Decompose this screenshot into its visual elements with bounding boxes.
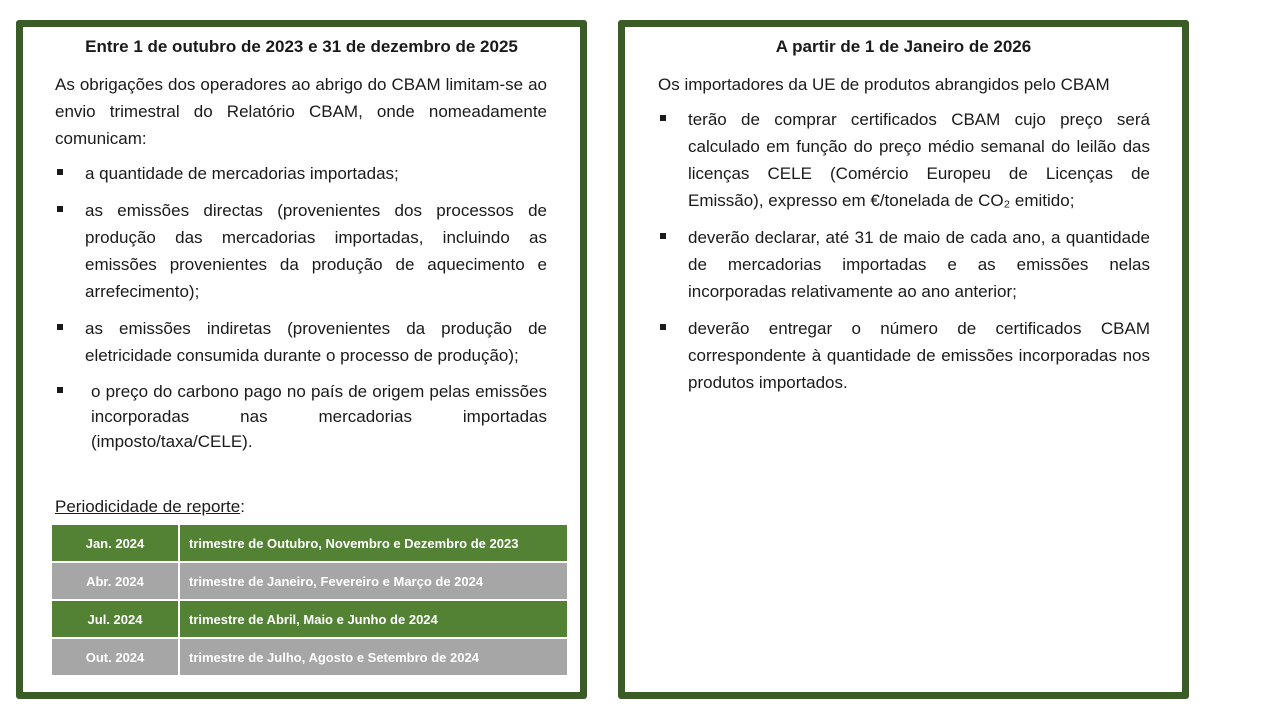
schedule-period: trimestre de Julho, Agosto e Setembro de 2024 [179,638,568,676]
right-panel [618,20,1189,699]
square-bullet-icon [57,324,63,330]
left-intro: As obrigações dos operadores ao abrigo do CBAM limitam-se ao envio trimestral do Relatório CBAM, onde nomeadamente comunicam: [55,75,547,148]
right-intro: Os importadores da UE de produtos abrangidos pelo CBAM [658,75,1110,94]
list-item [55,379,547,454]
square-bullet-icon [57,169,63,175]
schedule-date: Out. 2024 [51,638,179,676]
list-item [55,315,547,369]
square-bullet-icon [57,387,63,393]
schedule-period: trimestre de Outubro, Novembro e Dezembro de 2023 [179,524,568,562]
table-row [51,562,568,600]
list-item [658,315,1150,396]
table-row [51,524,568,562]
periodicity-colon: : [240,497,245,516]
left-panel [16,20,587,699]
bullet-text: as emissões indiretas (provenientes da produção de eletricidade consumida durante o processo de produção); [85,319,547,365]
schedule-period: trimestre de Janeiro, Fevereiro e Março de 2024 [179,562,568,600]
schedule-date: Jul. 2024 [51,600,179,638]
bullet-text: deverão entregar o número de certificados CBAM correspondente à quantidade de emissões incorporadas nos produtos importados. [688,319,1150,392]
list-item [55,160,547,187]
square-bullet-icon [660,233,666,239]
bullet-text: as emissões directas (provenientes dos processos de produção das mercadorias importadas, incluindo as emissões provenientes da produção de aquecimento e arrefecimento); [85,201,547,301]
square-bullet-icon [660,324,666,330]
bullet-text: terão de comprar certificados CBAM cujo preço será calculado em função do preço médio semanal do leilão das licenças CELE (Comércio Europeu de Licenças de Emissão), expresso em €/tonelada de CO₂ emitido; [688,110,1150,210]
list-item [55,197,547,305]
left-bullet-list [55,160,547,454]
periodicity-label: Periodicidade de reporte [55,497,241,516]
bullet-text: o preço do carbono pago no país de origem pelas emissões incorporadas nas mercadorias importadas (imposto/taxa/CELE). [91,382,547,451]
schedule-date: Jan. 2024 [51,524,179,562]
list-item [658,224,1150,305]
bullet-text: deverão declarar, até 31 de maio de cada ano, a quantidade de mercadorias importadas e as emissões nelas incorporadas relativamente ao ano anterior; [688,228,1150,301]
periodicity-heading [55,495,245,519]
square-bullet-icon [660,115,666,121]
schedule-period: trimestre de Abril, Maio e Junho de 2024 [179,600,568,638]
square-bullet-icon [57,206,63,212]
right-bullet-list [658,106,1150,396]
bullet-text: a quantidade de mercadorias importadas; [85,164,399,183]
table-row [51,600,568,638]
right-panel-content [658,71,1150,406]
left-panel-content [55,71,547,464]
reporting-schedule-table [50,523,569,677]
schedule-date: Abr. 2024 [51,562,179,600]
left-panel-title: Entre 1 de outubro de 2023 e 31 de dezembro de 2025 [85,37,518,56]
right-panel-title: A partir de 1 de Janeiro de 2026 [775,37,1032,56]
list-item [658,106,1150,214]
table-row [51,638,568,676]
